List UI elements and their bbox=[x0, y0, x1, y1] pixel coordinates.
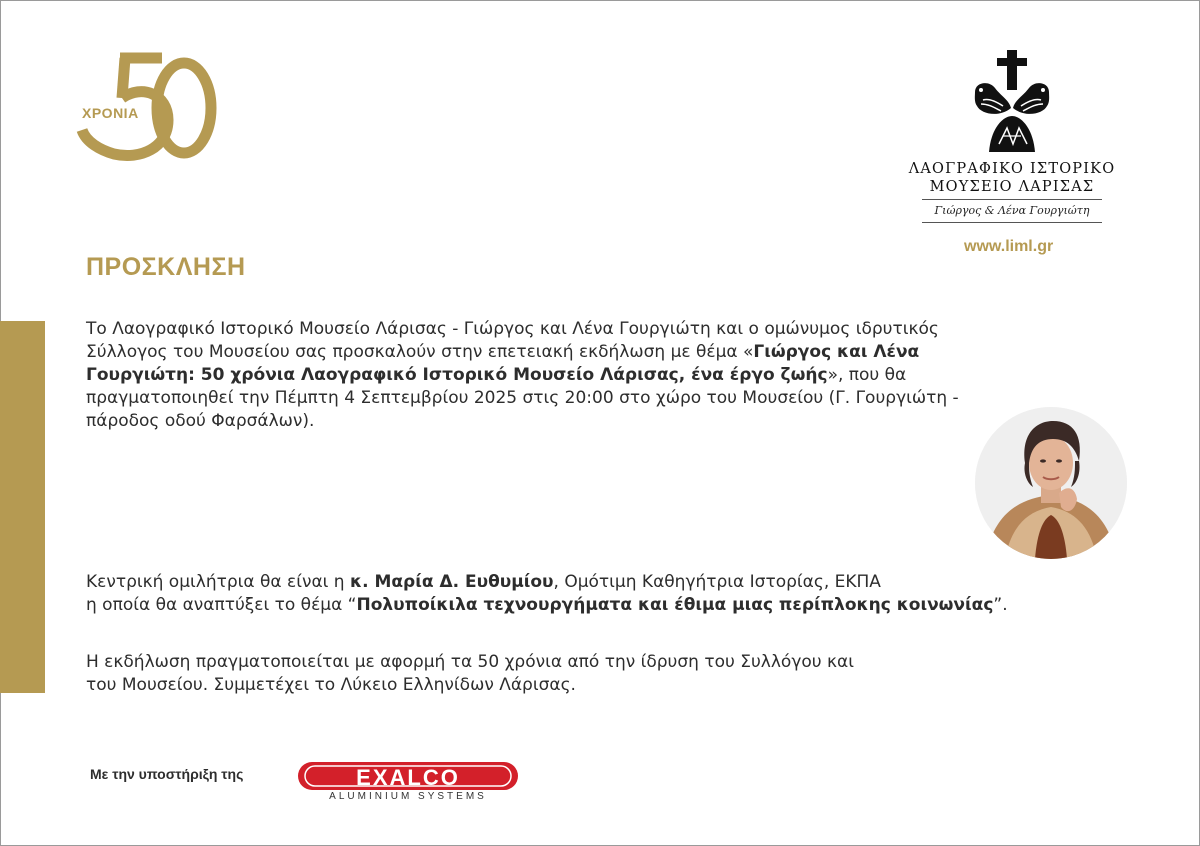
talk-topic: Πολυποίκιλα τεχνουργήματα και έθιμα μιας περίπλοκης κοινωνίας bbox=[356, 595, 994, 615]
fifty-years-logo bbox=[72, 50, 222, 165]
portrait-image bbox=[975, 407, 1127, 559]
occasion-paragraph bbox=[86, 651, 1086, 697]
speaker-intro: Κεντρική ομιλήτρια θα είναι η bbox=[86, 572, 350, 592]
topic-end: ”. bbox=[993, 595, 1008, 615]
occasion-line2: του Μουσείου. Συμμετέχει το Λύκειο Ελληνίδων Λάρισας. bbox=[86, 675, 576, 695]
speaker-paragraph bbox=[86, 571, 1146, 617]
speaker-line bbox=[86, 571, 1146, 594]
museum-founders: Γιώργος & Λένα Γουργιώτη bbox=[934, 204, 1090, 217]
speaker-portrait bbox=[975, 407, 1127, 559]
fifty-logo-label: ΧΡΟΝΙΑ bbox=[82, 105, 139, 121]
museum-name bbox=[896, 160, 1128, 196]
museum-logo-rule-bottom bbox=[922, 222, 1102, 223]
occasion-line1: Η εκδήλωση πραγματοποιείται με αφορμή τα 50 χρόνια από την ίδρυση του Συλλόγου και bbox=[86, 652, 855, 672]
exalco-logo bbox=[297, 760, 519, 805]
speaker-name: κ. Μαρία Δ. Ευθυμίου bbox=[350, 572, 554, 592]
topic-intro: η οποία θα αναπτύξει το θέμα “ bbox=[86, 595, 357, 615]
invitation-intro: Το Λαογραφικό Ιστορικό Μουσείο Λάρισας - Γιώργος και Λένα Γουργιώτη και ο ομώνυμος ιδρυτικός Σύλλογος του Μουσείου σας προσκαλούν στην επετειακή εκδήλωση με θέμα « bbox=[86, 319, 939, 362]
page-title: ΠΡΟΣΚΛΗΣΗ bbox=[86, 253, 246, 281]
exalco-subtitle: ALUMINIUM SYSTEMS bbox=[329, 791, 487, 802]
cross-and-birds-emblem-icon bbox=[969, 48, 1055, 156]
museum-website-link[interactable]: www.liml.gr bbox=[964, 238, 1054, 255]
support-label: Με την υποστήριξη της bbox=[90, 766, 244, 782]
speaker-role: , Ομότιμη Καθηγήτρια Ιστορίας, ΕΚΠΑ bbox=[553, 572, 881, 592]
event-title: Γιώργος και Λένα Γουργιώτη: 50 χρόνια Λαογραφικό Ιστορικό Μουσείο Λάρισας, ένα έργο ζωής bbox=[86, 342, 920, 385]
museum-name-line1: ΛΑΟΓΡΑΦΙΚΟ ΙΣΤΟΡΙΚΟ bbox=[908, 161, 1116, 177]
museum-name-line2: ΜΟΥΣΕΙΟ ΛΑΡΙΣΑΣ bbox=[929, 179, 1095, 195]
museum-logo bbox=[896, 48, 1128, 263]
exalco-wordmark: EXALCO bbox=[356, 765, 460, 790]
event-details: », που θα πραγματοποιηθεί την Πέμπτη 4 Σεπτεμβρίου 2025 στις 20:00 στο χώρο του Μουσείου (Γ. Γουργιώτη - πάροδος οδού Φαρσάλων). bbox=[86, 365, 959, 431]
invitation-paragraph bbox=[86, 318, 986, 433]
museum-logo-rule bbox=[922, 199, 1102, 200]
topic-line bbox=[86, 594, 1146, 617]
gold-accent-bar bbox=[0, 321, 45, 693]
exalco-badge bbox=[297, 760, 519, 792]
